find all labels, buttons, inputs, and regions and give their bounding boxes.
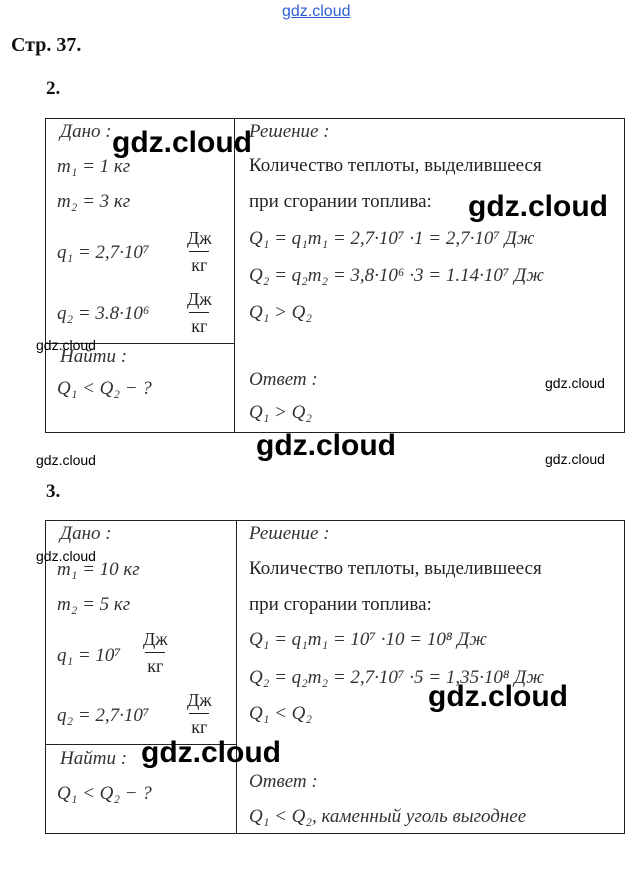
given-m2: m₂ = 5 кг (57, 594, 131, 615)
given-q2: q₂ = 3.8·10⁶ (57, 303, 150, 324)
unit-denominator: кг (189, 312, 209, 337)
comparison: Q₁ > Q₂ (249, 302, 312, 323)
solution-text: Количество теплоты, выделившееся (249, 155, 542, 176)
unit-fraction (141, 629, 170, 677)
given-q2: q₂ = 2,7·10⁷ (57, 705, 150, 726)
given-q1: q₁ = 2,7·10⁷ (57, 242, 150, 263)
unit-fraction (185, 690, 214, 738)
unit-numerator: Дж (187, 228, 212, 248)
solution-label: Решение : (249, 121, 330, 142)
table-divider (234, 118, 235, 432)
given-m1: m₁ = 10 кг (57, 559, 140, 580)
given-q1: q₁ = 10⁷ (57, 645, 122, 666)
table-divider (236, 520, 237, 833)
watermark-text: gdz.cloud (256, 429, 396, 462)
page-title: Стр. 37. (11, 34, 82, 56)
comparison: Q₁ < Q₂ (249, 703, 312, 724)
unit-fraction (185, 289, 214, 337)
unit-numerator: Дж (143, 629, 168, 649)
find-label: Найти : (60, 748, 128, 769)
watermark-text: gdz.cloud (468, 190, 608, 223)
answer-text: Q₁ > Q₂ (249, 402, 312, 423)
given-m2: m₂ = 3 кг (57, 191, 131, 212)
watermark-text: gdz.cloud (428, 680, 568, 713)
answer-label: Ответ : (249, 771, 318, 792)
find-expression: Q₁ < Q₂ − ? (57, 378, 152, 399)
watermark-text: gdz.cloud (545, 451, 605, 467)
given-m1: m₁ = 1 кг (57, 156, 131, 177)
solution-text: при сгорании топлива: (249, 191, 432, 212)
watermark-text: gdz.cloud (36, 337, 96, 353)
watermark-text: gdz.cloud (36, 452, 96, 468)
watermark-link[interactable]: gdz.cloud (282, 3, 351, 20)
equation-q2: Q₂ = q₂m₂ = 2,7·10⁷ ·5 = 1,35·10⁸ Дж (249, 667, 544, 688)
watermark-text: gdz.cloud (36, 548, 96, 564)
unit-fraction (185, 228, 214, 276)
unit-denominator: кг (189, 713, 209, 738)
solution-text: Количество теплоты, выделившееся (249, 558, 542, 579)
solution-label: Решение : (249, 523, 330, 544)
unit-denominator: кг (189, 251, 209, 276)
given-label: Дано : (60, 121, 112, 142)
watermark-text: gdz.cloud (545, 375, 605, 391)
watermark-text: gdz.cloud (112, 126, 252, 159)
watermark-text: gdz.cloud (141, 736, 281, 769)
task-number: 3. (46, 481, 61, 502)
unit-denominator: кг (145, 652, 165, 677)
given-label: Дано : (60, 523, 112, 544)
unit-numerator: Дж (187, 690, 212, 710)
answer-label: Ответ : (249, 369, 318, 390)
equation-q1: Q₁ = q₁m₁ = 2,7·10⁷ ·1 = 2,7·10⁷ Дж (249, 228, 535, 249)
solution-text: при сгорании топлива: (249, 594, 432, 615)
unit-numerator: Дж (187, 289, 212, 309)
find-label: Найти : (60, 346, 128, 367)
task-number: 2. (46, 78, 61, 99)
equation-q2: Q₂ = q₂m₂ = 3,8·10⁶ ·3 = 1.14·10⁷ Дж (249, 265, 544, 286)
find-expression: Q₁ < Q₂ − ? (57, 783, 152, 804)
equation-q1: Q₁ = q₁m₁ = 10⁷ ·10 = 10⁸ Дж (249, 629, 487, 650)
answer-text: Q₁ < Q₂, каменный уголь выгоднее (249, 806, 527, 827)
